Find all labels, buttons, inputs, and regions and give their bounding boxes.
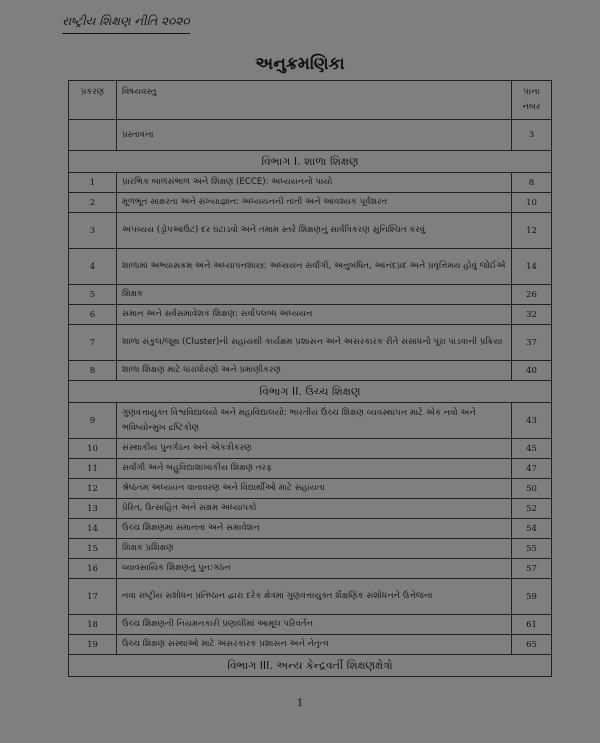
table-row — [69, 249, 552, 285]
chapter-number: 1 — [69, 173, 117, 193]
table-row — [69, 615, 552, 635]
chapter-title: શાળામાં અભ્યાસક્રમ અને અધ્યાપનશાસ્ત્ર: અધ્યયન સર્વાંગી, અનુબંધિત, આનંદપ્રદ અને પ્રવૃત્તિમય હોવું જોઈએ — [117, 249, 512, 285]
chapter-number: 6 — [69, 305, 117, 325]
chapter-title: સર્વાંગી અને બહુવિદ્યાશાખાકીય શિક્ષણ તરફ — [117, 459, 512, 479]
intro-page: 3 — [512, 120, 552, 151]
chapter-number: 13 — [69, 499, 117, 519]
chapter-page: 12 — [512, 213, 552, 249]
section-heading-row — [69, 381, 552, 403]
column-header-page — [512, 81, 552, 120]
chapter-title: પ્રારંભિક બાળસંભાળ અને શિક્ષણ (ECCE): અધ્યયનનો પાયો — [117, 173, 512, 193]
chapter-number: 8 — [69, 361, 117, 381]
table-row — [69, 635, 552, 655]
chapter-page: 14 — [512, 249, 552, 285]
table-row — [69, 213, 552, 249]
table-row — [69, 559, 552, 579]
chapter-title: શાળા સંકુલ/જૂથ (Cluster)ની સહાયથી કાર્યક્ષમ પ્રશાસન અને અસરકારક રીતે સંસાધનો પૂરા પાડવાની પ્રક્રિયા — [117, 325, 512, 361]
chapter-number: 10 — [69, 439, 117, 459]
chapter-title: શિક્ષક પ્રશિક્ષણ — [117, 539, 512, 559]
header-underline — [62, 33, 190, 34]
table-row — [69, 579, 552, 615]
chapter-title: ઉચ્ચ શિક્ષણમાં સમાનતા અને સમાવેશન — [117, 519, 512, 539]
chapter-page: 40 — [512, 361, 552, 381]
page-title: અનુક્રમણિકા — [255, 54, 345, 74]
table-row — [69, 285, 552, 305]
chapter-title: મૂળભૂત સાક્ષરતા અને સંખ્યાજ્ઞાન: અધ્યયનની તાતી અને આવશ્યક પૂર્વશરત — [117, 193, 512, 213]
intro-row — [69, 120, 552, 151]
table-row — [69, 439, 552, 459]
chapter-title: પ્રેરિત, ઉત્સાહિત અને સક્ષમ અધ્યાપકો — [117, 499, 512, 519]
chapter-title: ઉચ્ચ શિક્ષણ સંસ્થાઓ માટે અસરકારક પ્રશાસન અને નેતૃત્વ — [117, 635, 512, 655]
chapter-page: 47 — [512, 459, 552, 479]
running-head: રાષ્ટ્રીય શિક્ષણ નીતિ ૨૦૨૦ — [62, 14, 190, 28]
section-heading: વિભાગ II. ઉચ્ચ શિક્ષણ — [69, 381, 552, 403]
chapter-page: 54 — [512, 519, 552, 539]
chapter-number: 19 — [69, 635, 117, 655]
chapter-page: 50 — [512, 479, 552, 499]
chapter-number: 5 — [69, 285, 117, 305]
section-heading-row — [69, 151, 552, 173]
table-row — [69, 539, 552, 559]
column-header-chapter: પ્રકરણ — [69, 81, 117, 120]
chapter-number: 7 — [69, 325, 117, 361]
chapter-number: 16 — [69, 559, 117, 579]
chapter-title: શાળા શિક્ષણ માટે ધારાધોરણો અને પ્રમાણીકરણ — [117, 361, 512, 381]
table-row — [69, 479, 552, 499]
chapter-title: અપવ્યય (ડ્રોપઆઉટ) દર ઘટાડવો અને તમામ સ્તરે શિક્ષણનું સાર્વત્રિકરણ સુનિશ્ચિત કરવું — [117, 213, 512, 249]
chapter-title: ગુણવત્તાયુક્ત વિશ્વવિદ્યાલયો અને મહાવિદ્યાલયો: ભારતીય ઉચ્ચ શિક્ષણ વ્યવસ્થાપન માટે એક નવો અને ભવિષ્યોન્મુખ દ્રષ્ટિકોણ — [117, 403, 512, 439]
section-heading: વિભાગ III. અન્ય કેન્દ્રવર્તી શિક્ષણક્ષેત્રો — [69, 655, 552, 677]
chapter-title: વ્યાવસાયિક શિક્ષણનું પુન:ગઠન — [117, 559, 512, 579]
chapter-page: 37 — [512, 325, 552, 361]
table-row — [69, 499, 552, 519]
table-row — [69, 403, 552, 439]
chapter-number: 11 — [69, 459, 117, 479]
section-heading-row — [69, 655, 552, 677]
chapter-page: 65 — [512, 635, 552, 655]
chapter-number: 15 — [69, 539, 117, 559]
chapter-title: ઉચ્ચ શિક્ષણની નિયમનકારી પ્રણાલીમાં આમૂલ પરિવર્તન — [117, 615, 512, 635]
chapter-title: શિક્ષક — [117, 285, 512, 305]
intro-number-cell — [69, 120, 117, 151]
column-header-page-line1: પાના — [523, 87, 540, 97]
chapter-page: 52 — [512, 499, 552, 519]
chapter-number: 3 — [69, 213, 117, 249]
section-heading: વિભાગ I. શાળા શિક્ષણ — [69, 151, 552, 173]
chapter-number: 17 — [69, 579, 117, 615]
chapter-page: 26 — [512, 285, 552, 305]
column-header-content: વિષયવસ્તુ — [117, 81, 512, 120]
chapter-number: 12 — [69, 479, 117, 499]
table-row — [69, 173, 552, 193]
table-header-row — [69, 81, 552, 120]
table-row — [69, 325, 552, 361]
chapter-page: 45 — [512, 439, 552, 459]
chapter-page: 8 — [512, 173, 552, 193]
chapter-page: 61 — [512, 615, 552, 635]
chapter-number: 9 — [69, 403, 117, 439]
chapter-page: 59 — [512, 579, 552, 615]
chapter-number: 2 — [69, 193, 117, 213]
chapter-title: સંસ્થાકીય પુનર્ગઠન અને એકત્રીકરણ — [117, 439, 512, 459]
table-row — [69, 361, 552, 381]
chapter-page: 10 — [512, 193, 552, 213]
table-row — [69, 459, 552, 479]
chapter-number: 14 — [69, 519, 117, 539]
chapter-number: 4 — [69, 249, 117, 285]
chapter-page: 43 — [512, 403, 552, 439]
chapter-title: શ્રેષ્ઠતમ અધ્યયન વાતાવરણ અને વિદ્યાર્થીઓ માટે સહાયતા — [117, 479, 512, 499]
chapter-number: 18 — [69, 615, 117, 635]
contents-table — [68, 80, 552, 677]
table-row — [69, 193, 552, 213]
intro-label: પ્રસ્તાવના — [117, 120, 512, 151]
table-row — [69, 519, 552, 539]
page-number: 1 — [296, 698, 304, 709]
chapter-title: સમાન અને સર્વસમાવેશક શિક્ષણ: સર્વોપલબ્ધ અધ્યયન — [117, 305, 512, 325]
chapter-page: 57 — [512, 559, 552, 579]
table-row — [69, 305, 552, 325]
chapter-page: 32 — [512, 305, 552, 325]
column-header-page-line2: નંબર — [522, 102, 541, 112]
chapter-page: 55 — [512, 539, 552, 559]
chapter-title: નવા રાષ્ટ્રીય સંશોધન પ્રતિષ્ઠાન દ્વારા દરેક ક્ષેત્રમાં ગુણવત્તાયુક્ત શૈક્ષણિક સંશોધનને ઉત્તેજના — [117, 579, 512, 615]
